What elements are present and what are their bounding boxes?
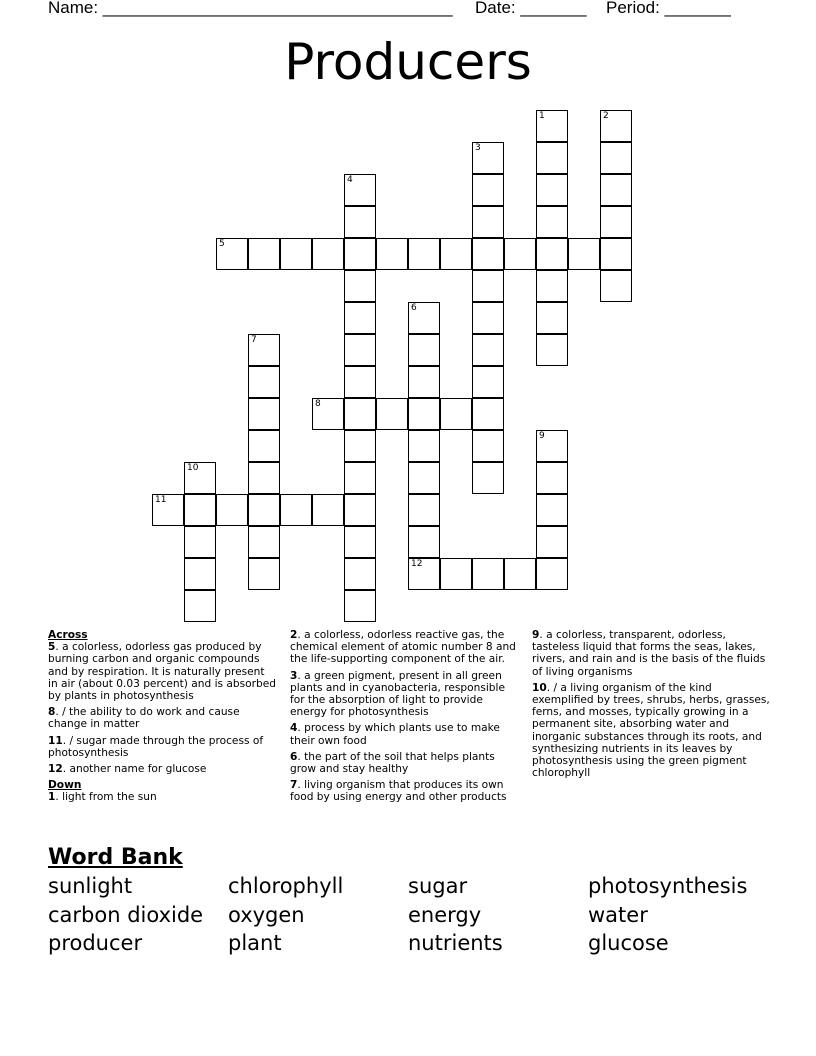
clue-number: 9: [532, 629, 540, 641]
grid-cell[interactable]: [472, 270, 504, 302]
grid-cell[interactable]: [344, 590, 376, 622]
grid-cell[interactable]: [600, 142, 632, 174]
cell-number: 2: [603, 111, 609, 121]
period-field-label[interactable]: Period: _______: [606, 0, 731, 17]
grid-cell[interactable]: [344, 206, 376, 238]
grid-cell[interactable]: [344, 430, 376, 462]
grid-cell[interactable]: [248, 366, 280, 398]
grid-cell[interactable]: [408, 558, 440, 590]
grid-cell[interactable]: [472, 238, 504, 270]
grid-cell[interactable]: [600, 110, 632, 142]
grid-cell[interactable]: [472, 142, 504, 174]
clue-down-6: 6. the part of the soil that helps plants grow and stay healthy: [290, 750, 495, 776]
grid-cell[interactable]: [248, 238, 280, 270]
grid-cell[interactable]: [184, 494, 216, 526]
grid-cell[interactable]: [408, 494, 440, 526]
clue-number: 11: [48, 734, 63, 747]
grid-cell[interactable]: [344, 398, 376, 430]
clues-column-2: [290, 629, 522, 808]
word-bank-word: oxygen: [228, 903, 305, 927]
grid-cell[interactable]: [248, 334, 280, 366]
clue-down-9: 9. a colorless, transparent, odorless, tasteless liquid that forms the seas, lakes, rivers, and rain and is the basis of the fluids of living organisms: [532, 629, 766, 678]
clue-text: a green pigment, present in all green plants and in cyanobacteria, responsible for the absorption of light to provide energy for photosynthesis: [290, 669, 505, 719]
grid-cell[interactable]: [472, 558, 504, 590]
grid-cell[interactable]: [408, 462, 440, 494]
cell-number: 9: [539, 431, 545, 441]
clues-column-1: [48, 629, 276, 808]
clue-number: 4: [290, 722, 298, 735]
grid-cell[interactable]: [504, 238, 536, 270]
clue-text: / the ability to do work and cause change in matter: [48, 706, 240, 731]
grid-cell[interactable]: [344, 238, 376, 270]
word-bank-word: plant: [228, 931, 282, 955]
clue-down-7: 7. living organism that produces its own food by using energy and other products: [290, 779, 507, 804]
name-field-label[interactable]: Name: _____________________________________: [48, 0, 453, 17]
clue-text: another name for glucose: [69, 763, 207, 776]
grid-cell[interactable]: [216, 238, 248, 270]
grid-cell[interactable]: [248, 558, 280, 590]
word-bank-title: Word Bank: [48, 845, 183, 870]
grid-cell[interactable]: [312, 398, 344, 430]
grid-cell[interactable]: [408, 238, 440, 270]
grid-cell[interactable]: [536, 334, 568, 366]
clue-number: 8: [48, 706, 56, 719]
cell-number: 3: [475, 143, 481, 153]
grid-cell[interactable]: [472, 206, 504, 238]
grid-cell[interactable]: [248, 430, 280, 462]
word-bank-word: photosynthesis: [588, 874, 748, 898]
grid-cell[interactable]: [536, 526, 568, 558]
grid-cell[interactable]: [440, 558, 472, 590]
grid-cell[interactable]: [184, 462, 216, 494]
word-bank-word: sugar: [408, 874, 468, 898]
grid-cell[interactable]: [568, 238, 600, 270]
date-field-label[interactable]: Date: _______: [475, 0, 587, 17]
grid-cell[interactable]: [536, 238, 568, 270]
grid-cell[interactable]: [280, 494, 312, 526]
page-title: Producers: [284, 33, 532, 91]
grid-cell[interactable]: [344, 334, 376, 366]
word-bank-word: energy: [408, 903, 482, 927]
word-bank-word: sunlight: [48, 874, 133, 898]
grid-cell[interactable]: [344, 558, 376, 590]
grid-cell[interactable]: [440, 398, 472, 430]
clue-text: a colorless, odorless gas produced by burning carbon and organic compounds and by respiration. It is naturally present in air (about 0.03 percent) and is absorbed by plants in photosynthesis: [48, 641, 276, 703]
grid-cell[interactable]: [408, 334, 440, 366]
clue-number: 1: [48, 791, 56, 804]
down-heading: Down: [48, 779, 82, 792]
grid-cell[interactable]: [408, 430, 440, 462]
grid-cell[interactable]: [408, 398, 440, 430]
clue-text: / a living organism of the kind exemplified by trees, shrubs, herbs, grasses, ferns, and mosses, typically growing in a permanent site, absorbing water and inorganic substances through its roots, and synthesizing nutrients in its leaves by photosynthesis using the green pigment chlorophyll: [532, 681, 770, 780]
cell-number: 11: [155, 495, 167, 505]
clue-down-3: 3. a green pigment, present in all green plants and in cyanobacteria, responsible for the absorption of light to provide energy for photosynthesis: [290, 669, 505, 719]
clue-text: living organism that produces its own food by using energy and other products: [290, 779, 507, 804]
clue-number: 7: [290, 779, 298, 792]
grid-cell[interactable]: [536, 558, 568, 590]
grid-cell[interactable]: [376, 398, 408, 430]
grid-cell[interactable]: [472, 334, 504, 366]
word-bank-word: glucose: [588, 931, 669, 955]
clue-across-8: 8. / the ability to do work and cause change in matter: [48, 706, 240, 731]
grid-cell[interactable]: [152, 494, 184, 526]
grid-cell[interactable]: [536, 270, 568, 302]
grid-cell[interactable]: [344, 270, 376, 302]
clue-text: process by which plants use to make their own food: [290, 722, 500, 747]
grid-cell[interactable]: [184, 590, 216, 622]
grid-cell[interactable]: [408, 526, 440, 558]
cell-number: 4: [347, 175, 353, 185]
clue-number: 12: [48, 763, 63, 776]
grid-cell[interactable]: [536, 174, 568, 206]
grid-cell[interactable]: [600, 174, 632, 206]
grid-cell[interactable]: [184, 526, 216, 558]
grid-cell[interactable]: [376, 238, 408, 270]
across-heading: Across: [48, 629, 88, 641]
grid-cell[interactable]: [536, 462, 568, 494]
grid-cell[interactable]: [408, 366, 440, 398]
grid-cell[interactable]: [216, 494, 248, 526]
grid-cell[interactable]: [600, 270, 632, 302]
grid-cell[interactable]: [280, 238, 312, 270]
clue-number: 5: [48, 641, 56, 654]
grid-cell[interactable]: [536, 430, 568, 462]
grid-cell[interactable]: [440, 238, 472, 270]
cell-number: 10: [187, 463, 199, 473]
clue-across-12: 12. another name for glucose: [48, 763, 207, 776]
grid-cell[interactable]: [184, 558, 216, 590]
grid-cell[interactable]: [472, 302, 504, 334]
grid-cell[interactable]: [344, 462, 376, 494]
grid-cell[interactable]: [248, 398, 280, 430]
cell-number: 8: [315, 399, 321, 409]
grid-cell[interactable]: [472, 430, 504, 462]
grid-cell[interactable]: [248, 526, 280, 558]
grid-cell[interactable]: [504, 558, 536, 590]
grid-cell[interactable]: [344, 302, 376, 334]
clue-text: / sugar made through the process of photosynthesis: [48, 734, 264, 759]
grid-cell[interactable]: [600, 206, 632, 238]
grid-cell[interactable]: [472, 366, 504, 398]
grid-cell[interactable]: [344, 174, 376, 206]
clue-text: a colorless, odorless reactive gas, the chemical element of atomic number 8 and the life-supporting component of the air.: [290, 629, 516, 666]
grid-cell[interactable]: [536, 494, 568, 526]
cell-number: 6: [411, 303, 417, 313]
clue-down-2: 2. a colorless, odorless reactive gas, the chemical element of atomic number 8 and the life-supporting component of the air.: [290, 629, 516, 666]
grid-cell[interactable]: [344, 494, 376, 526]
grid-cell[interactable]: [600, 238, 632, 270]
grid-cell[interactable]: [248, 494, 280, 526]
clue-number: 3: [290, 669, 298, 682]
grid-cell[interactable]: [536, 302, 568, 334]
grid-cell[interactable]: [344, 526, 376, 558]
grid-cell[interactable]: [536, 142, 568, 174]
word-bank-word: chlorophyll: [228, 874, 344, 898]
clue-number: 6: [290, 750, 298, 763]
word-bank-word: water: [588, 903, 648, 927]
clue-across-11: 11. / sugar made through the process of photosynthesis: [48, 734, 264, 759]
grid-cell[interactable]: [536, 206, 568, 238]
clues-column-3: [532, 629, 770, 783]
grid-cell[interactable]: [312, 238, 344, 270]
grid-cell[interactable]: [472, 174, 504, 206]
clue-text: a colorless, transparent, odorless, tasteless liquid that forms the seas, lakes, rivers, and rain and is the basis of the fluids of living organisms: [532, 629, 766, 678]
grid-cell[interactable]: [472, 462, 504, 494]
cell-number: 5: [219, 239, 225, 249]
word-bank-word: carbon dioxide: [48, 903, 204, 927]
cell-number: 7: [251, 335, 257, 345]
clue-text: light from the sun: [62, 791, 157, 804]
grid-cell[interactable]: [408, 302, 440, 334]
clue-down-10: 10. / a living organism of the kind exemplified by trees, shrubs, herbs, grasses, ferns, and mosses, typically growing in a permanent site, absorbing water and inorganic substances through its roots, and synthesizing nutrients in its leaves by photosynthesis using the green pigment chlorophyll: [532, 681, 770, 780]
grid-cell[interactable]: [344, 366, 376, 398]
word-bank-word: producer: [48, 931, 143, 955]
clue-number: 10: [532, 681, 547, 694]
grid-cell[interactable]: [536, 110, 568, 142]
cell-number: 1: [539, 111, 545, 121]
clue-text: the part of the soil that helps plants grow and stay healthy: [290, 750, 495, 776]
clue-down-1: 1. light from the sun: [48, 791, 157, 804]
word-bank-word: nutrients: [408, 931, 503, 955]
cell-number: 12: [411, 559, 423, 569]
clue-number: 2: [290, 629, 298, 641]
clue-across-5: 5. a colorless, odorless gas produced by burning carbon and organic compounds and by respiration. It is naturally present in air (about 0.03 percent) and is absorbed by plants in photosynthesis: [48, 641, 276, 703]
clue-down-4: 4. process by which plants use to make their own food: [290, 722, 500, 747]
grid-cell[interactable]: [472, 398, 504, 430]
grid-cell[interactable]: [248, 462, 280, 494]
grid-cell[interactable]: [312, 494, 344, 526]
